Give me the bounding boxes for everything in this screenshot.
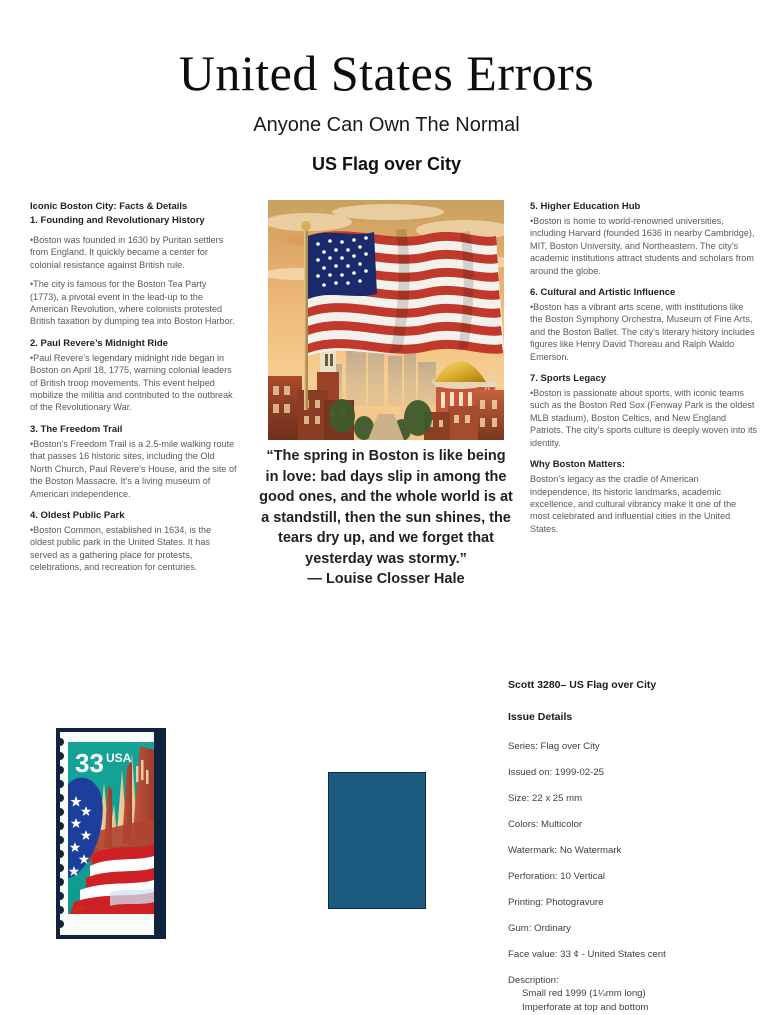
fact-heading-1: 1. Founding and Revolutionary History (30, 215, 205, 226)
photo-illustration (268, 200, 504, 440)
scott-catalog-title: Scott 3280– US Flag over City (508, 679, 657, 691)
detail-row-watermark: Watermark: No Watermark (508, 845, 622, 856)
fact-heading-2: 2. Paul Revere’s Midnight Ride (30, 337, 168, 349)
color-swatch (328, 772, 426, 909)
detail-row-printing: Printing: Photogravure (508, 897, 604, 908)
stamp-country-text: USA (106, 751, 132, 765)
fact-heading-7: 7. Sports Legacy (530, 373, 607, 385)
detail-row-face-value: Face value: 33 ¢ - United States cent (508, 949, 666, 960)
page-title: United States Errors (178, 45, 595, 101)
fact-paragraph: •The city is famous for the Boston Tea Party (1773), a pivotal event in the lead-up to the American Revolution, where colonists protested British taxation by dumping tea into Boston Harbor. (30, 279, 235, 327)
issue-details-heading: Issue Details (508, 711, 573, 723)
detail-row-colors: Colors: Multicolor (508, 819, 583, 830)
fact-heading-3: 3. The Freedom Trail (30, 423, 123, 435)
detail-row-issued-on: Issued on: 1999-02-25 (508, 767, 605, 778)
detail-description-line: Imperforate at top and bottom (522, 1002, 649, 1013)
quote-block (258, 446, 514, 590)
quote-attribution: — Louise Closser Hale (307, 571, 465, 587)
fact-paragraph: •Boston Common, established in 1634, is the oldest public park in the United States. It has served as a gathering place for protests, celebrations, and recreation for centuries. (30, 524, 212, 573)
page-subtitle: Anyone Can Own The Normal (253, 114, 520, 136)
stamp-denomination-text: 33 (75, 748, 104, 778)
fact-heading-5: 5. Higher Education Hub (530, 201, 641, 212)
detail-row-size: Size: 22 x 25 mm (508, 793, 583, 804)
quote-text: “The spring in Boston is like being in love: bad days slip in among the good ones, and the whole world is at a standstill, then the sun shines, the tears dry up, and we forget that yesterday was stormy.” (259, 448, 513, 567)
detail-row-gum: Gum: Ordinary (508, 923, 571, 934)
issue-details-panel (508, 678, 760, 1015)
fact-paragraph: •Paul Revere’s legendary midnight ride began in Boston on April 18, 1775, warning colonial leaders of British troop movements. This event helped mobilize the militia and contributed to the outbreak of the Revolutionary War. (30, 352, 233, 413)
detail-row-series: Series: Flag over City (508, 741, 600, 752)
facts-column-left (30, 200, 237, 574)
facts-left-heading: Iconic Boston City: Facts & Details (30, 201, 188, 212)
fact-heading-6: 6. Cultural and Artistic Influence (530, 287, 676, 299)
stamp-year-microtext: 1999 (72, 907, 85, 913)
fact-paragraph: •Boston’s Freedom Trail is a 2.5-mile walking route that passes 16 historic sites, including the Old North Church, Paul Revere’s House, and the site of the Boston Massacre. It’s a living museum of American independence. (30, 438, 237, 499)
page-section-title: US Flag over City (311, 154, 462, 174)
detail-row-perforation: Perforation: 10 Vertical (508, 871, 606, 882)
detail-description-label: Description: (508, 975, 559, 986)
fact-paragraph: •Boston is home to world-renowned universities, including Harvard (founded 1636 in nearby Cambridge), MIT, Boston University, and Northeastern. The city’s academic institutions attract students and scholars from around the globe. (530, 216, 755, 276)
fact-paragraph: •Boston has a vibrant arts scene, with institutions like the Boston Symphony Orchestra, Museum of Fine Arts, and the Boston Ballet. The city’s literary history includes figures like Henry David Thoreau and Ralph Waldo Emerson. (530, 302, 755, 362)
stamp-image (48, 726, 166, 941)
fact-heading-4: 4. Oldest Public Park (30, 509, 125, 521)
stamp-illustration (48, 726, 166, 941)
why-boston-matters-heading: Why Boston Matters: (530, 459, 625, 471)
facts-column-right (530, 200, 758, 535)
why-boston-matters-text: Boston’s legacy as the cradle of American independence, its historic landmarks, academic excellence, and cultural vibrancy make it one of the most celebrated and influential cities in the United States. (530, 474, 737, 534)
detail-description-line: Small red 1999 (1¼mm long) (522, 988, 646, 999)
flag-over-city-photo (268, 200, 504, 440)
fact-paragraph: •Boston was founded in 1630 by Puritan settlers from England. It quickly became a center for colonial resistance against British rule. (30, 235, 224, 270)
fact-paragraph: •Boston is passionate about sports, with iconic teams such as the Boston Red Sox (Fenway Park is the oldest MLB stadium), Boston Celtics, and New England Patriots. The city’s sports culture is deeply woven into its identity. (530, 388, 758, 448)
